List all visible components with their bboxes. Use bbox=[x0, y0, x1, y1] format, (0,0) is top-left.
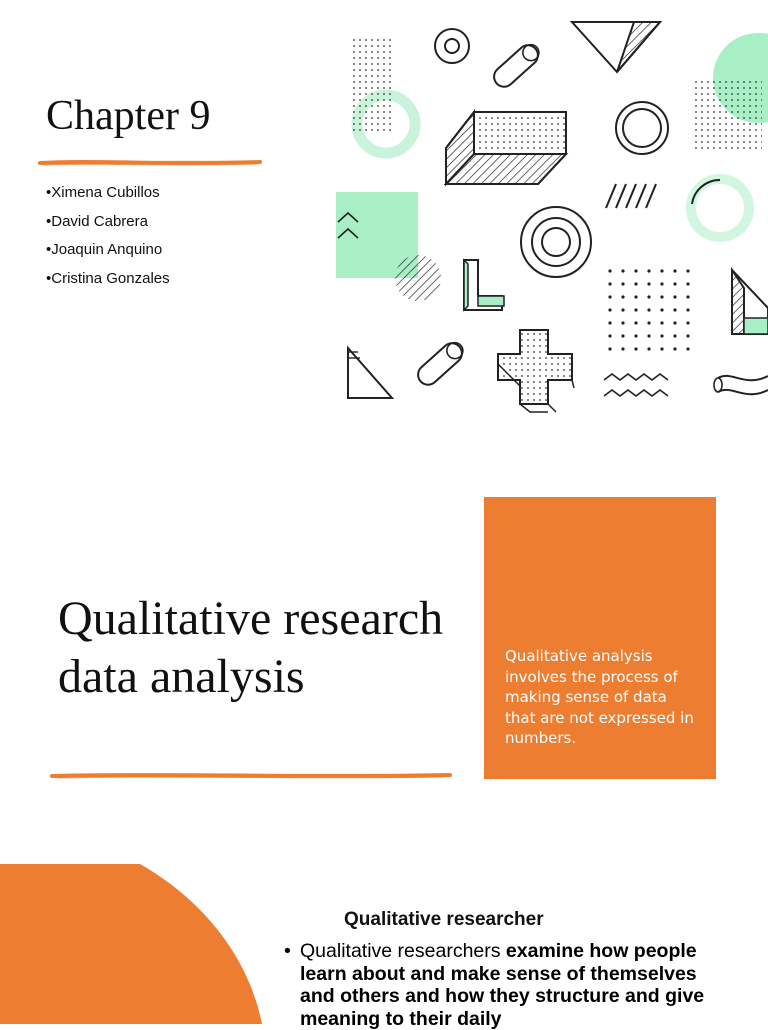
slide2-title: Qualitative research data analysis bbox=[58, 592, 444, 703]
author-item: •David Cabrera bbox=[46, 212, 148, 230]
bullet-list bbox=[284, 940, 724, 1030]
orange-quarter-circle bbox=[0, 864, 270, 1024]
author-item: •Ximena Cubillos bbox=[46, 184, 160, 201]
definition-text: Qualitative analysis involves the process of making sense of data that are not expressed in numbers. bbox=[505, 647, 694, 747]
chapter-title: Chapter 9 bbox=[46, 93, 211, 139]
author-list bbox=[46, 183, 170, 297]
bullet-marker: • bbox=[284, 940, 291, 962]
title-underline bbox=[38, 158, 262, 168]
author-item: •Joaquin Anquino bbox=[46, 241, 163, 258]
geometric-illustration bbox=[334, 8, 768, 428]
author-item: •Cristina Gonzales bbox=[46, 269, 170, 287]
item-bold-text: examine how people learn about and make sense of themselves and others and how they structure and give meaning to their daily bbox=[300, 940, 705, 1030]
item-plain-text: Qualitative researchers bbox=[300, 940, 506, 962]
slide3-heading: Qualitative researcher bbox=[344, 909, 544, 930]
slide-chapter-9 bbox=[0, 0, 768, 432]
title-underline bbox=[50, 770, 452, 782]
list-item bbox=[284, 940, 724, 1030]
